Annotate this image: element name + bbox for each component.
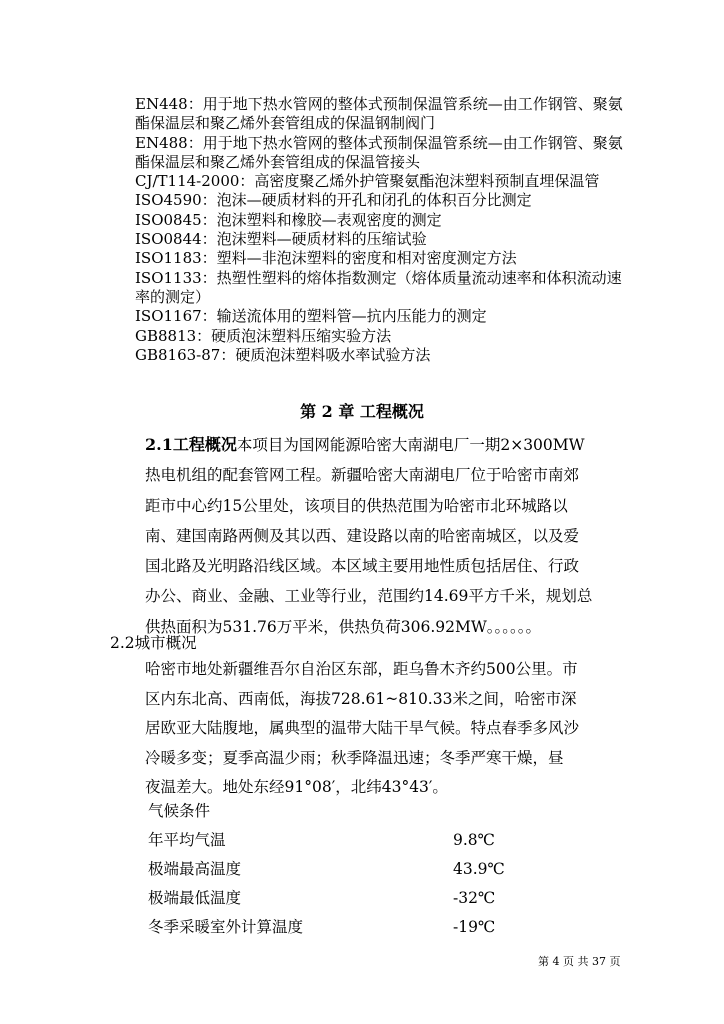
paragraph-line: 哈密市地处新疆维吾尔自治区东部，距乌鲁木齐约500公里。市 bbox=[145, 660, 578, 678]
paragraph-line: 国北路及光明路沿线区域。本区域主要用地性质包括居住、行政 bbox=[145, 557, 580, 576]
climate-value: -32℃ bbox=[453, 889, 496, 907]
standard-item: CJ/T114-2000：高密度聚乙烯外护管聚氨酯泡沫塑料预制直埋保温管 bbox=[135, 172, 600, 191]
paragraph-line: 供热面积为531.76万平米，供热负荷306.92MW。。。。。。 bbox=[145, 617, 542, 636]
paragraph-line: 距市中心约15公里处，该项目的供热范围为哈密市北环城路以 bbox=[145, 496, 568, 515]
standard-item: ISO4590：泡沫—硬质材料的开孔和闭孔的体积百分比测定 bbox=[135, 191, 532, 210]
chapter-title: 第 2 章 工程概况 bbox=[300, 402, 424, 421]
climate-label: 极端最高温度 bbox=[148, 860, 242, 878]
paragraph-line: 办公、商业、金融、工业等行业，范围约14.69平方千米，规划总 bbox=[145, 587, 593, 606]
climate-value: -19℃ bbox=[453, 918, 496, 936]
paragraph-line: 本项目为国网能源哈密大南湖电厂一期2×300MW bbox=[236, 436, 585, 454]
section-2-1 bbox=[145, 430, 615, 642]
climate-label: 极端最低温度 bbox=[148, 889, 242, 907]
climate-row bbox=[148, 855, 608, 884]
section-2-2 bbox=[145, 655, 615, 803]
standard-item: EN488：用于地下热水管网的整体式预制保温管系统—由工作钢管、聚氨酯保温层和聚乙烯外套管组成的保温管接头 bbox=[135, 133, 623, 171]
climate-value: 43.9℃ bbox=[453, 860, 505, 878]
page-number-footer: 第 4 页 共 37 页 bbox=[538, 955, 621, 968]
standard-item: ISO0844：泡沫塑料—硬质材料的压缩试验 bbox=[135, 230, 427, 249]
paragraph-line: 居欧亚大陆腹地，属典型的温带大陆干旱气候。特点春季多风沙 bbox=[145, 719, 580, 738]
section-2-1-heading: 2.1工程概况 bbox=[145, 435, 237, 454]
climate-title: 气候条件 bbox=[148, 802, 211, 820]
climate-row bbox=[148, 826, 608, 855]
standard-item: ISO1183：塑料—非泡沫塑料的密度和相对密度测定方法 bbox=[135, 249, 517, 268]
section-2-2-heading: 2.2城市概况 bbox=[110, 634, 197, 652]
climate-table bbox=[148, 797, 608, 942]
paragraph-line: 夜温差大。地处东经91°08′，北纬43°43′。 bbox=[145, 778, 448, 797]
standard-item: ISO1167：输送流体用的塑料管—抗内压能力的测定 bbox=[135, 307, 487, 326]
paragraph-line: 冷暖多变；夏季高温少雨；秋季降温迅速；冬季严寒干燥，昼 bbox=[145, 748, 564, 767]
climate-label: 冬季采暖室外计算温度 bbox=[148, 918, 304, 936]
paragraph-line: 热电机组的配套管网工程。新疆哈密大南湖电厂位于哈密市南郊 bbox=[145, 466, 580, 485]
climate-row bbox=[148, 884, 608, 913]
section-2-1-first-line bbox=[145, 430, 615, 460]
standard-item: EN448：用于地下热水管网的整体式预制保温管系统—由工作钢管、聚氨酯保温层和聚乙烯外套管组成的保温钢制阀门 bbox=[135, 95, 623, 133]
climate-row bbox=[148, 913, 608, 942]
standard-item: ISO1133：热塑性塑料的熔体指数测定（熔体质量流动速率和体积流动速率的测定） bbox=[135, 268, 622, 306]
standard-item: ISO0845：泡沫塑料和橡胶—表观密度的测定 bbox=[135, 210, 442, 229]
standard-item: GB8163-87：硬质泡沫塑料吸水率试验方法 bbox=[135, 345, 431, 364]
climate-label: 年平均气温 bbox=[148, 831, 226, 849]
standard-item: GB8813：硬质泡沫塑料压缩实验方法 bbox=[135, 326, 392, 345]
paragraph-line: 区内东北高、西南低，海拔728.61~810.33米之间，哈密市深 bbox=[145, 689, 577, 708]
paragraph-line: 南、建国南路两侧及其以西、建设路以南的哈密南城区，以及爱 bbox=[145, 526, 580, 545]
standards-list bbox=[135, 95, 625, 365]
climate-value: 9.8℃ bbox=[453, 831, 495, 849]
